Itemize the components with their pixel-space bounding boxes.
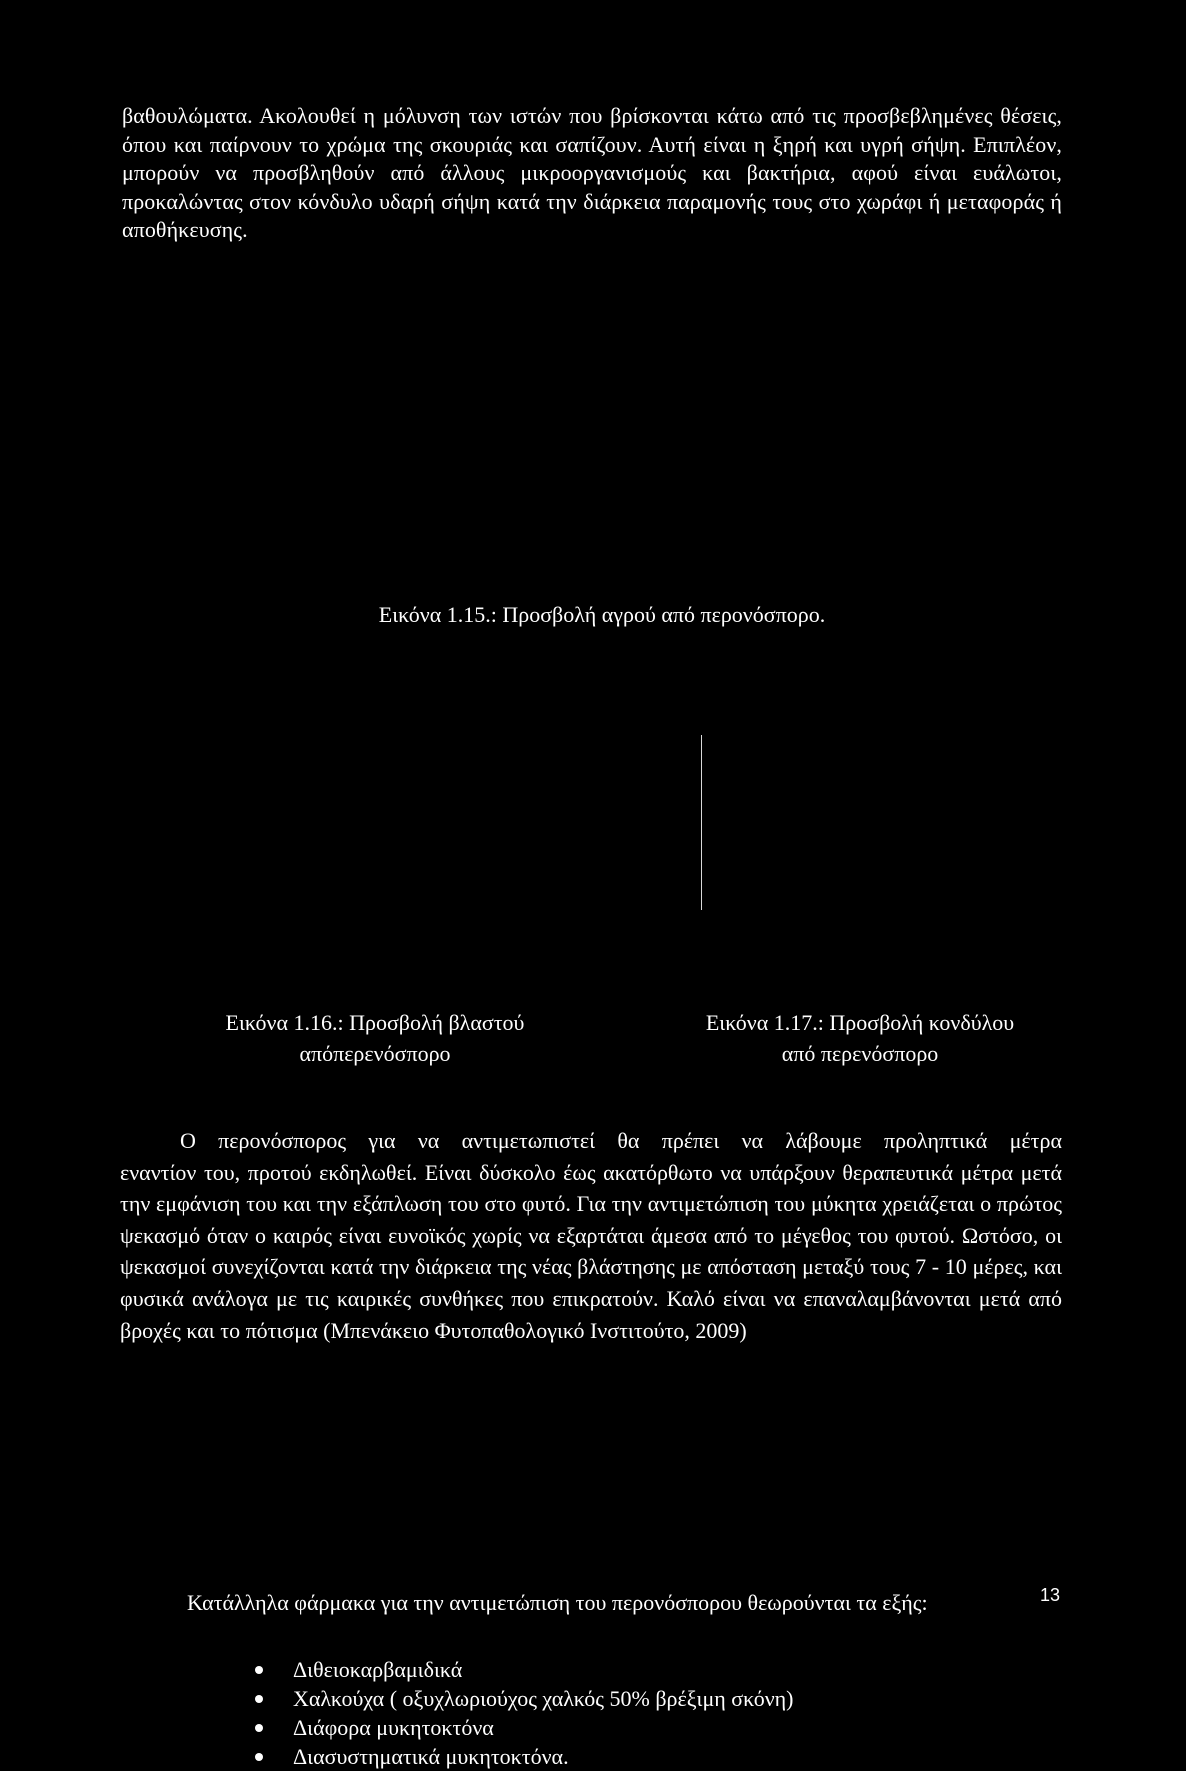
middle-paragraph [120,1125,1062,1346]
figure-1-17-caption-line1: Εικόνα 1.17.: Προσβολή κονδύλου [705,1010,1015,1035]
figure-1-16-caption-line2: απόπερενόσπορο [299,1041,451,1066]
top-paragraph: βαθουλώματα. Ακολουθεί η μόλυνση των ιστών που βρίσκονται κάτω από τις προσβεβλημένες θέσεις, όπου και παίρνουν το χρώμα της σκουριάς και σαπίζουν. Αυτή είναι η ξηρή και υγρή σήψη. Επιπλέον, μπορούν να προσβληθούν από άλλους μικροοργανισμούς και βακτήρια, αφού είναι ευάλωτοι, προκαλώντας στον κόνδυλο υδαρή σήψη κατά την διάρκεια παραμονής τους στο χωράφι ή μεταφοράς ή αποθήκευσης. [122,103,1062,242]
list-item: Διασυστηματικά μυκητοκτόνα. [255,1742,794,1771]
figure-1-17-caption-line2: από περενόσπορο [781,1041,939,1066]
list-item: Διάφορα μυκητοκτόνα [255,1713,794,1742]
figure-1-16-caption [185,1007,565,1069]
page-number: 13 [1040,1585,1061,1605]
figure-1-15-caption: Εικόνα 1.15.: Προσβολή αγρού από περονόσπορο. [378,602,826,627]
list-item: Διθειοκαρβαμιδικά [255,1655,794,1684]
list-item: Χαλκούχα ( οξυχλωριούχος χαλκός 50% βρέξιμη σκόνη) [255,1684,794,1713]
figure-1-17-caption [660,1007,1060,1069]
middle-paragraph-body: εναντίον του, προτού εκδηλωθεί. Είναι δύσκολο έως ακατόρθωτο να υπάρξουν θεραπευτικά μέτρα μετά την εμφάνιση του και την εξάπλωση του στο φυτό. Για την αντιμετώπιση του μύκητα χρειάζεται ο πρώτος ψεκασμό όταν ο καιρός είναι ευνοϊκός χωρίς να εξαρτάται άμεσα από το μέγεθος του φυτού. Ωστόσο, οι ψεκασμοί συνεχίζονται κατά την διάρκεια της νέας βλάστησης με απόσταση μεταξύ τους 7 - 10 μέρες, και φυσικά ανάλογα με τις καιρικές συνθήκες που επικρατούν. Καλό είναι να επαναλαμβάνονται μετά από βροχές και το πότισμα (Μπενάκειο Φυτοπαθολογικό Ινστιτούτο, 2009) [120,1159,1062,1343]
remedies-list [255,1655,794,1771]
middle-paragraph-first-line: Ο περονόσπορος για να αντιμετωπιστεί θα πρέπει να λάβουμε προληπτικά μέτρα [180,1128,1062,1153]
remedies-intro: Κατάλληλα φάρμακα για την αντιμετώπιση του περονόσπορου θεωρούνται τα εξής: [187,1590,928,1615]
figure-1-16-caption-line1: Εικόνα 1.16.: Προσβολή βλαστού [225,1010,525,1035]
image-edge-line [701,735,702,910]
